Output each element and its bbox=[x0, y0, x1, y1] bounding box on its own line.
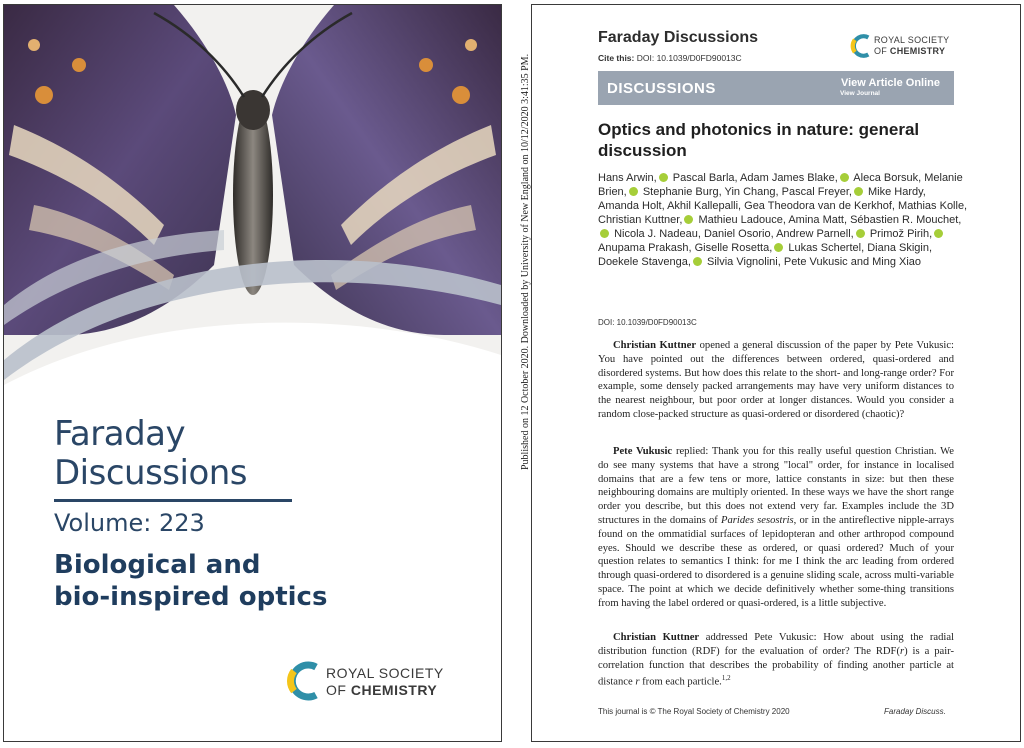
download-note: Published on 12 October 2020. Downloaded by University of New England on 10/12/2020 3:41:35 PM. bbox=[520, 53, 531, 470]
speaker-name: Pete Vukusic bbox=[613, 446, 673, 457]
rsc-logo-icon bbox=[286, 661, 322, 701]
orcid-icon[interactable] bbox=[934, 229, 943, 238]
article-rsc-text bbox=[874, 35, 949, 57]
cover-title-line2: bio-inspired optics bbox=[54, 582, 328, 612]
article-rsc-logo bbox=[850, 33, 960, 63]
author-name[interactable]: Nicola J. Nadeau, Daniel Osorio, Andrew Parnell, bbox=[614, 228, 854, 240]
math-variable: r bbox=[899, 645, 905, 657]
rsc-logo-icon bbox=[850, 33, 872, 59]
article-title: Optics and photonics in nature: general discussion bbox=[598, 120, 920, 160]
paragraph-text: opened a general discussion of the paper by Pete Vukusic: You have pointed out the differences between ordered, quasi-ordered and disordered systems. But how does this relate to the short- and long-range order? For example, some densely packed arrangements may have very uniform distances to the nearest neighbour, but poor order at longer distances. Would you consider a random close-packed structure as quasi-ordered or disordered (chaotic)? bbox=[598, 340, 954, 420]
rsc-of: OF bbox=[326, 682, 351, 698]
rsc-logo-text bbox=[326, 665, 444, 699]
author-name[interactable]: Aleca Borsuk, Melanie Brien, bbox=[598, 172, 963, 198]
author-list bbox=[598, 171, 968, 269]
orcid-icon[interactable] bbox=[774, 243, 783, 252]
discussion-paragraph bbox=[598, 445, 954, 611]
orcid-icon[interactable] bbox=[854, 187, 863, 196]
speaker-name: Christian Kuttner bbox=[613, 340, 697, 351]
cover-journal-line2: Discussions bbox=[54, 453, 248, 493]
orcid-icon[interactable] bbox=[840, 173, 849, 182]
cite-doi: DOI: 10.1039/D0FD90013C bbox=[636, 53, 742, 63]
author-name[interactable]: Pascal Barla, Adam James Blake, bbox=[672, 172, 838, 184]
orcid-icon[interactable] bbox=[693, 257, 702, 266]
article-rsc-of: OF bbox=[874, 46, 890, 56]
cover-issue-title bbox=[54, 549, 484, 613]
math-variable: r bbox=[635, 676, 640, 688]
species-name: Parides sesostris bbox=[721, 514, 794, 526]
paragraph-text: ) is a pair-correlation function that describes the probability of finding another particle at distance bbox=[598, 645, 954, 688]
paragraph-text: from each particle. bbox=[639, 676, 722, 688]
author-name[interactable]: Mike Hardy, Amanda Holt, Akhil Kallepalli, Gea Theodora van de Kerkhof, Mathias Kolle, Christian Kuttner, bbox=[598, 186, 968, 226]
speaker-name: Christian Kuttner bbox=[613, 632, 700, 643]
journal-abbrev-footer: Faraday Discuss. bbox=[884, 707, 946, 716]
author-name[interactable]: Mathieu Ladouce, Amina Matt, Sébastien R. Mouchet, bbox=[698, 214, 962, 226]
author-name[interactable]: Anupama Prakash, Giselle Rosetta, bbox=[598, 242, 773, 254]
rsc-chemistry: CHEMISTRY bbox=[350, 682, 438, 698]
paragraph-text: addressed Pete Vukusic: How about using the radial distribution function (RDF) for the evaluation of order? The RDF( bbox=[598, 632, 954, 657]
cover-volume bbox=[54, 509, 484, 537]
copyright-footer: This journal is © The Royal Society of Chemistry 2020 bbox=[598, 707, 790, 716]
orcid-icon[interactable] bbox=[684, 215, 693, 224]
rsc-line2 bbox=[326, 682, 444, 699]
discussion-paragraph bbox=[598, 339, 954, 422]
reference-marker[interactable]: 1,2 bbox=[721, 674, 731, 683]
volume-number: 223 bbox=[159, 509, 205, 537]
view-journal-link[interactable]: View Journal bbox=[840, 90, 880, 97]
article-rsc-line2 bbox=[874, 46, 949, 57]
cover-text-block bbox=[54, 415, 484, 613]
orcid-icon[interactable] bbox=[600, 229, 609, 238]
discussion-paragraph bbox=[598, 631, 954, 690]
author-name[interactable]: Lukas Schertel, Diana Skigin, Doekele Stavenga, bbox=[598, 242, 933, 268]
article-doi: DOI: 10.1039/D0FD90013C bbox=[598, 318, 697, 327]
orcid-icon[interactable] bbox=[856, 229, 865, 238]
rsc-line1: ROYAL SOCIETY bbox=[326, 665, 444, 681]
cover-divider bbox=[54, 499, 292, 502]
cover-journal-line1: Faraday bbox=[54, 414, 186, 454]
journal-cover bbox=[3, 4, 502, 742]
author-name[interactable]: Hans Arwin, bbox=[598, 172, 657, 184]
article-rsc-line1: ROYAL SOCIETY bbox=[874, 35, 950, 45]
article-rsc-chemistry: CHEMISTRY bbox=[889, 46, 946, 56]
article-page bbox=[531, 4, 1021, 742]
paragraph-text: replied: Thank you for this really useful question Christian. We do see many systems that have a strong "local" order, for instance in localised domains that are a few tens or more, lattice constants in size: but then these neighbouring domains are multiply oriented. In these ways we have the short range order you describe, but this does not extend very far. Examples include the 3D structures in the domains of bbox=[598, 446, 954, 526]
cover-title-line1: Biological and bbox=[54, 550, 261, 580]
article-journal-name: Faraday Discussions bbox=[598, 29, 759, 46]
article-type-banner bbox=[598, 71, 954, 105]
volume-label: Volume: bbox=[54, 509, 152, 537]
author-name[interactable]: Silvia Vignolini, Pete Vukusic and Ming Xiao bbox=[707, 256, 922, 268]
author-name[interactable]: Stephanie Burg, Yin Chang, Pascal Freyer, bbox=[642, 186, 852, 198]
view-article-online-link[interactable]: View Article Online bbox=[840, 77, 940, 89]
butterfly-photo bbox=[4, 5, 501, 741]
rsc-logo bbox=[286, 661, 466, 711]
cite-label: Cite this: bbox=[598, 53, 635, 63]
paragraph-text: , or in the antireflective nipple-arrays found on the ommatidial surfaces of lepidopteran and other arthropod compound eyes. Should we describe these as ordered, or quasi ordered? Much of your question relates to semantics I think: for me I think the arc leading from ordered through quasi-ordered to disordered is a genuine sliding scale, across multi-variable space. The point at which we decide definitively whether some-thing transitions from having the label ordered or quasi-ordered, is a little subjective. bbox=[598, 514, 954, 609]
orcid-icon[interactable] bbox=[659, 173, 668, 182]
author-name[interactable]: Primož Pirih, bbox=[869, 228, 933, 240]
orcid-icon[interactable] bbox=[629, 187, 638, 196]
article-type-label: DISCUSSIONS bbox=[607, 80, 716, 97]
cite-line bbox=[598, 53, 742, 63]
